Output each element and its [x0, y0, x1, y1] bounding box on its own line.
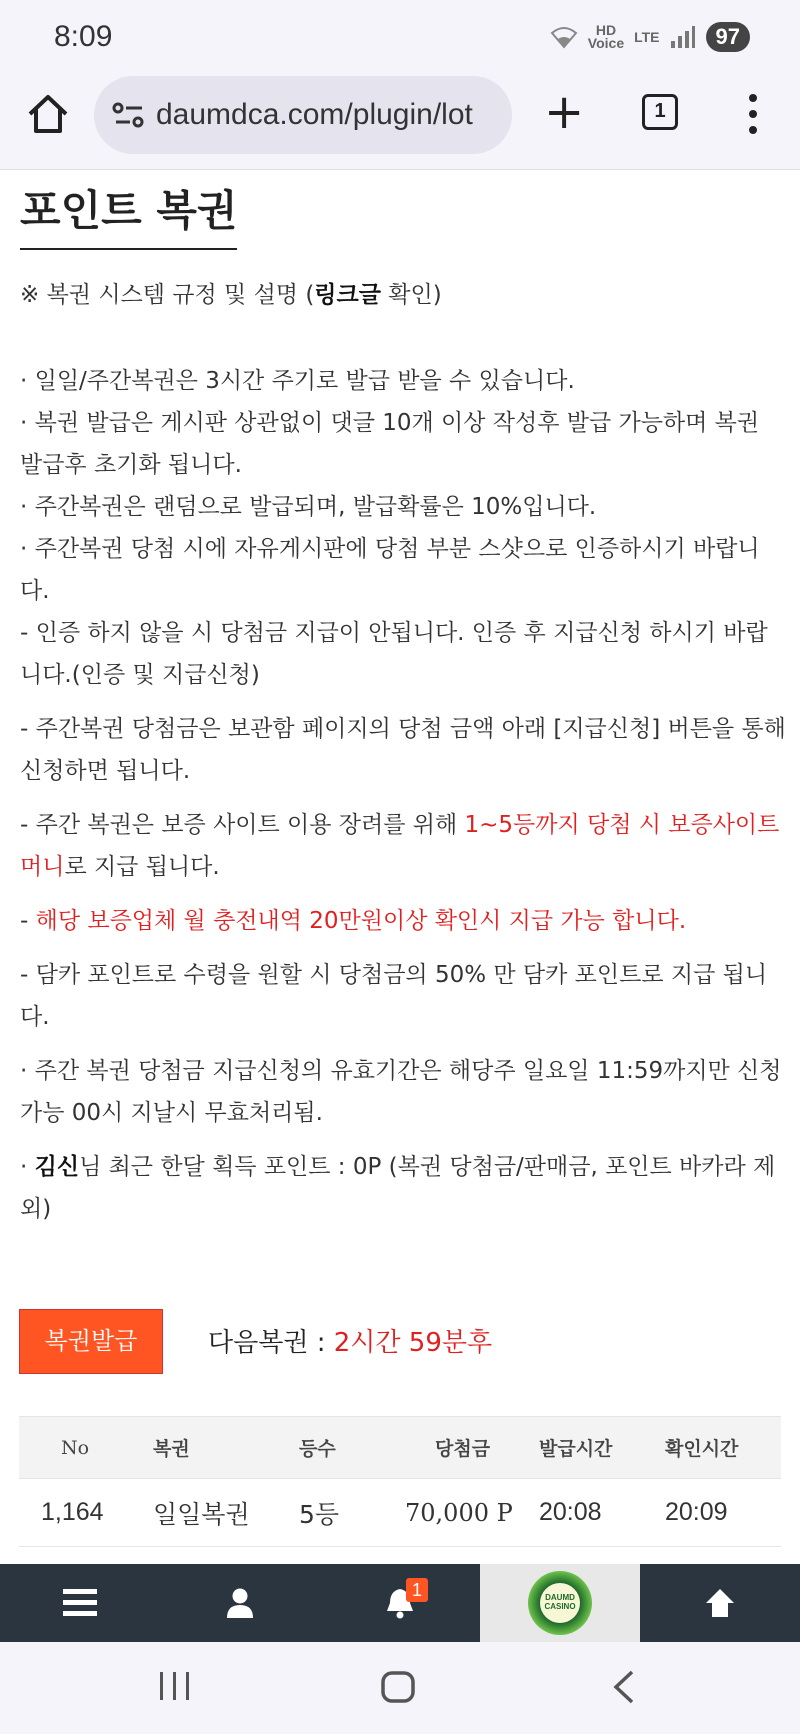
table-header-row	[19, 1417, 781, 1479]
cell-prize: 70,000 P	[399, 1479, 527, 1547]
rule-item: · 복권 발급은 게시판 상관없이 댓글 10개 이상 작성후 발급 가능하며 복권 발급후 초기화 됩니다.	[20, 410, 760, 478]
nav-scroll-top[interactable]	[640, 1564, 800, 1642]
status-time: 8:09	[54, 20, 113, 53]
menu-icon	[63, 1589, 97, 1617]
cell-issued: 20:08	[527, 1479, 653, 1547]
hd-voice-icon: HD Voice	[587, 22, 625, 51]
nav-notifications[interactable]	[320, 1564, 480, 1642]
back-icon[interactable]	[612, 1670, 636, 1704]
nav-profile[interactable]	[160, 1564, 320, 1642]
lottery-table	[19, 1416, 781, 1547]
wifi-icon	[550, 25, 578, 49]
nav-casino[interactable]	[480, 1564, 640, 1642]
page-title: 포인트 복권	[20, 178, 237, 250]
col-issued: 발급시간	[527, 1417, 653, 1479]
table-row[interactable]	[19, 1479, 781, 1547]
col-no: No	[19, 1417, 141, 1479]
rule-item: · 주간복권 당첨 시에 자유게시판에 당첨 부분 스샷으로 인증하시기 바랍니다.	[20, 536, 760, 604]
next-lottery-timer: 다음복권 : 2시간 59분후	[208, 1328, 493, 1358]
rule-item: - 주간복권 당첨금은 보관함 페이지의 당첨 금액 아래 [지급신청] 버튼을 통해 신청하면 됩니다.	[20, 716, 786, 784]
tab-switcher-button[interactable]: 1	[642, 94, 678, 130]
rule-item: · 주간 복권 당첨금 지급신청의 유효기간은 해당주 일요일 11:59까지만 신청가능 00시 지날시 무효처리됨.	[20, 1058, 782, 1126]
rules-list	[20, 360, 788, 1230]
battery-level: 97	[706, 22, 750, 52]
nav-menu[interactable]	[0, 1564, 160, 1642]
username: 김신	[34, 1154, 80, 1180]
cell-lottery: 일일복권	[141, 1479, 291, 1547]
url-text[interactable]: daumdca.com/plugin/lot	[156, 98, 473, 131]
cell-checked: 20:09	[653, 1479, 781, 1547]
col-prize: 당첨금	[399, 1417, 527, 1479]
col-checked: 확인시간	[653, 1417, 781, 1479]
notification-badge: 1	[406, 1578, 428, 1602]
new-tab-button[interactable]: +	[544, 84, 585, 140]
more-options-icon[interactable]	[748, 92, 758, 136]
signal-icon	[670, 25, 696, 49]
page-content	[0, 170, 800, 1564]
col-rank: 등수	[291, 1417, 399, 1479]
rule-item: · 주간복권은 랜덤으로 발급되며, 발급확률은 10%입니다.	[20, 494, 597, 520]
status-bar	[0, 0, 800, 76]
home-icon[interactable]	[26, 92, 70, 136]
issue-lottery-button[interactable]: 복권발급	[19, 1309, 163, 1374]
address-bar[interactable]	[94, 76, 512, 154]
rule-item: - 담카 포인트로 수령을 원할 시 당첨금의 50% 만 담카 포인트로 지급 됩니다.	[20, 962, 768, 1030]
rule-item: · 일일/주간복권은 3시간 주기로 발급 받을 수 있습니다.	[20, 368, 575, 394]
site-bottom-nav	[0, 1564, 800, 1642]
status-icons	[550, 22, 750, 52]
system-nav-bar	[0, 1642, 800, 1734]
cell-rank: 5등	[291, 1479, 399, 1547]
home-nav-icon[interactable]	[380, 1670, 416, 1704]
rule-item: - 주간 복권은 보증 사이트 이용 장려를 위해 1~5등까지 당첨 시 보증사이트 머니로 지급 됩니다.	[20, 812, 780, 880]
col-lottery: 복권	[141, 1417, 291, 1479]
recent-apps-icon[interactable]	[158, 1670, 192, 1702]
casino-logo: DAUMD CASINO	[528, 1571, 592, 1635]
user-icon	[226, 1588, 254, 1618]
rules-intro: ※ 복권 시스템 규정 및 설명 (링크글 확인)	[20, 282, 442, 308]
rules-link[interactable]: 링크글	[314, 282, 381, 308]
user-points-line: · 김신님 최근 한달 획득 포인트 : 0P (복권 당첨금/판매금, 포인트 바카라 제외)	[20, 1154, 776, 1222]
rule-item: - 해당 보증업체 월 충전내역 20만원이상 확인시 지급 가능 합니다.	[20, 908, 687, 934]
lte-icon: LTE	[634, 28, 660, 45]
rule-item: - 인증 하지 않을 시 당첨금 지급이 안됩니다. 인증 후 지급신청 하시기 바랍니다.(인증 및 지급신청)	[20, 620, 768, 688]
browser-toolbar	[0, 76, 800, 170]
arrow-up-icon	[704, 1587, 736, 1619]
cell-no: 1,164	[19, 1479, 141, 1547]
site-settings-icon[interactable]	[112, 100, 146, 130]
